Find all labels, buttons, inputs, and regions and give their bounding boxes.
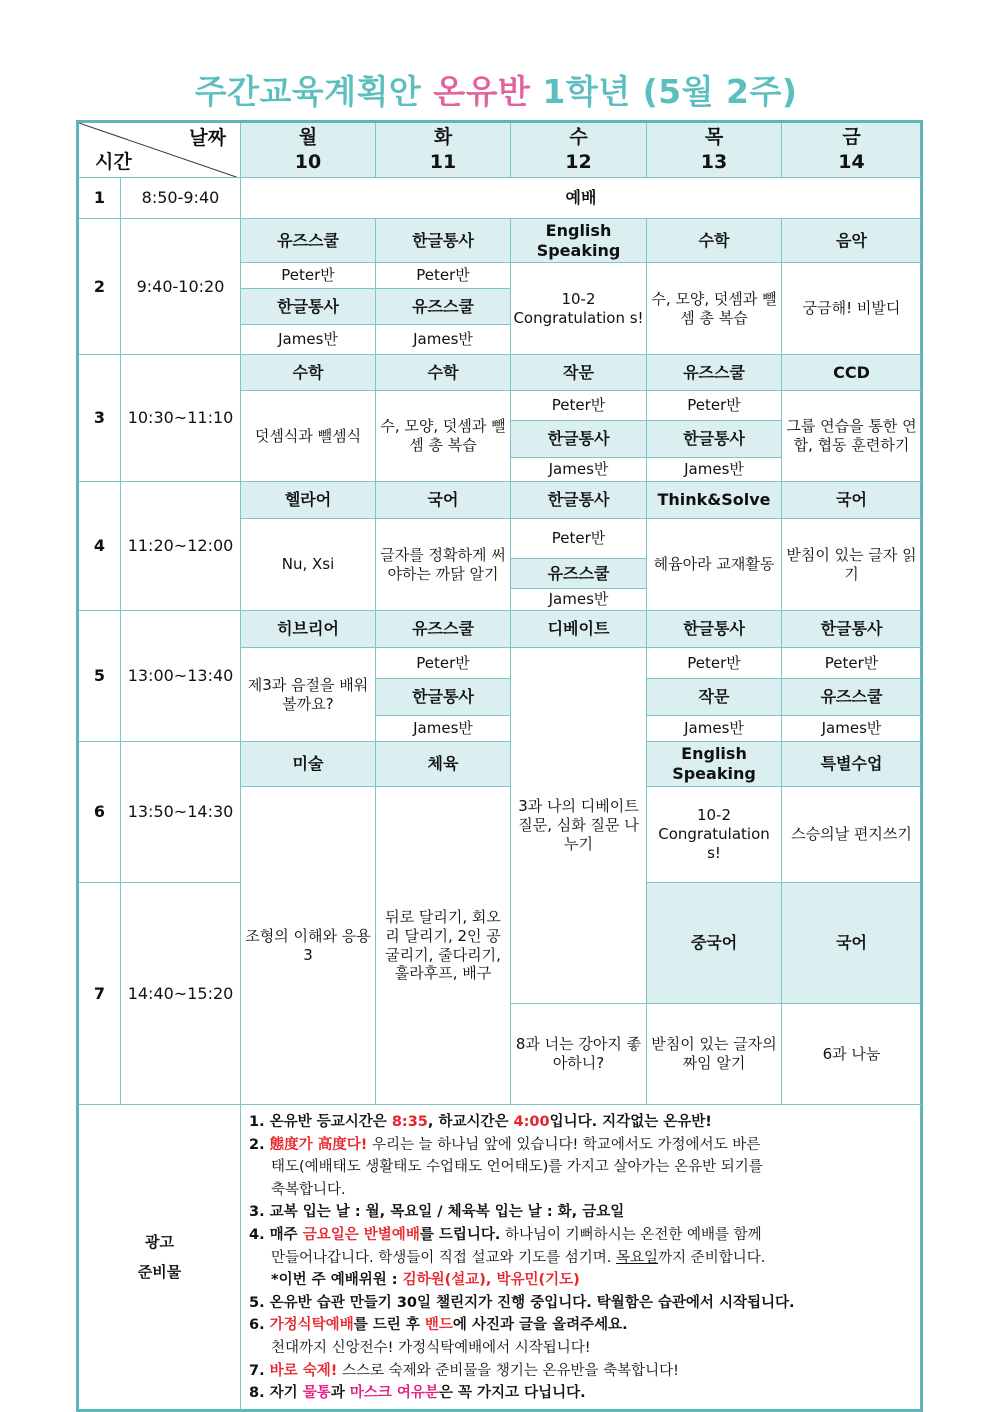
period-number: 3 [78,355,121,482]
class-cell: James반 [376,716,511,742]
class-cell: Peter반 [647,648,782,679]
header-day-wed: 수 12 [511,122,647,178]
class-cell: James반 [511,458,647,482]
period-number: 5 [78,611,121,742]
worship-cell: 예배 [241,178,922,219]
class-cell: Peter반 [511,391,647,421]
class-cell: Peter반 [511,519,647,559]
subject-cell: 유즈스쿨 [376,289,511,325]
period-time: 14:40~15:20 [121,883,241,1105]
page-title [0,66,992,113]
subject-cell: 유즈스쿨 [511,559,647,589]
class-cell: James반 [647,458,782,482]
subject-cell: 미술 [241,742,376,787]
subject-cell: 한글통사 [376,219,511,263]
subject-cell: 국어 [782,482,922,519]
subject-cell: 중국어 [647,883,782,1004]
weekly-schedule-table [76,120,923,1412]
class-cell: Peter반 [376,263,511,289]
lesson-desc: 10-2 Congratulation s! [511,263,647,355]
subject-cell: 국어 [376,482,511,519]
class-cell: Peter반 [376,648,511,679]
period-number: 4 [78,482,121,611]
lesson-desc: 수, 모양, 덧셈과 뺄셈 총 복습 [647,263,782,355]
subject-cell: 한글통사 [782,611,922,648]
note-item-cont: *이번 주 예배위원 : 김하원(설교), 박유민(기도) [271,1272,580,1289]
subject-cell: 한글통사 [511,421,647,458]
class-cell: James반 [376,325,511,355]
header-corner [78,122,241,178]
lesson-desc: 6과 나눔 [782,1004,922,1105]
lesson-desc: 3과 나의 디베이트 질문, 심화 질문 나누기 [511,648,647,1004]
period-time: 9:40-10:20 [121,219,241,355]
note-item: 5. 온유반 습관 만들기 30일 챌린지가 진행 중입니다. 탁월함은 습관에서 시작됩니다. [249,1294,795,1311]
lesson-desc: 헤윰아라 교재활동 [647,519,782,611]
period-time: 11:20~12:00 [121,482,241,611]
subject-cell: English Speaking [511,219,647,263]
class-cell: Peter반 [782,648,922,679]
class-cell: James반 [241,325,376,355]
subject-cell: 유즈스쿨 [241,219,376,263]
corner-time-label: 시간 [95,151,132,174]
note-item-cont: 축복합니다. [271,1181,346,1198]
subject-cell: 한글통사 [376,679,511,716]
class-cell: James반 [511,589,647,611]
subject-cell: 히브리어 [241,611,376,648]
note-item: 7. 바로 숙제! 스스로 숙제와 준비물을 챙기는 온유반을 축복합니다! [249,1362,679,1379]
lesson-desc: 10-2 Congratulation s! [647,787,782,883]
period-number: 6 [78,742,121,883]
notes-panel [241,1105,922,1411]
header-day-fri: 금 14 [782,122,922,178]
lesson-desc: 스승의날 편지쓰기 [782,787,922,883]
subject-cell: 음악 [782,219,922,263]
class-cell: Peter반 [647,391,782,421]
note-item: 1. 온유반 등교시간은 8:35, 하교시간은 4:00입니다. 지각없는 온유반! [249,1114,712,1130]
lesson-desc: 조형의 이해와 응용3 [241,787,376,1105]
subject-cell: 작문 [511,355,647,391]
period-number: 7 [78,883,121,1105]
note-item-cont: 만들어나갑니다. 학생들이 직접 설교와 기도를 섬기며. 목요일까지 준비합니다. [271,1249,766,1266]
period-time: 10:30~11:10 [121,355,241,482]
lesson-desc: 궁금해! 비발디 [782,263,922,355]
subject-cell: 유즈스쿨 [782,679,922,716]
header-day-tue: 화 11 [376,122,511,178]
subject-cell: 한글통사 [647,611,782,648]
note-item: 6. 가정식탁예배를 드린 후 밴드에 사진과 글을 올려주세요. [249,1317,628,1334]
subject-cell: 수학 [241,355,376,391]
subject-cell: 수학 [647,219,782,263]
subject-cell: 국어 [782,883,922,1004]
subject-cell: Think&Solve [647,482,782,519]
period-number: 2 [78,219,121,355]
lesson-desc: 받침이 있는 글자의 짜임 알기 [647,1004,782,1105]
class-cell: Peter반 [241,263,376,289]
subject-cell: 헬라어 [241,482,376,519]
subject-cell: 디베이트 [511,611,647,648]
note-item: 2. 態度가 高度다! 우리는 늘 하나님 앞에 있습니다! 학교에서도 가정에서도 바른 [249,1136,761,1153]
subject-cell: 한글통사 [241,289,376,325]
lesson-desc: Nu, Xsi [241,519,376,611]
class-cell: James반 [782,716,922,742]
lesson-desc: 제3과 음절을 배워 볼까요? [241,648,376,742]
subject-cell: 한글통사 [647,421,782,458]
subject-cell: 특별수업 [782,742,922,787]
note-item-cont: 태도(예배태도 생활태도 수업태도 언어태도)를 가지고 살아가는 온유반 되기를 [271,1159,763,1176]
notes-label: 광고 준비물 [78,1105,241,1411]
note-item: 8. 자기 물통과 마스크 여유분은 꼭 가지고 다닙니다. [249,1385,586,1402]
period-time: 13:50~14:30 [121,742,241,883]
subject-cell: 유즈스쿨 [376,611,511,648]
subject-cell: 체육 [376,742,511,787]
title-class: 온유반 [433,72,531,111]
period-number: 1 [78,178,121,219]
period-time: 8:50-9:40 [121,178,241,219]
subject-cell: 수학 [376,355,511,391]
corner-date-label: 날짜 [189,127,226,149]
subject-cell: 유즈스쿨 [647,355,782,391]
lesson-desc: 수, 모양, 덧셈과 뺄셈 총 복습 [376,391,511,482]
lesson-desc: 받침이 있는 글자 읽기 [782,519,922,611]
note-item: 3. 교복 입는 날 : 월, 목요일 / 체육복 입는 날 : 화, 금요일 [249,1204,625,1221]
subject-cell: 작문 [647,679,782,716]
lesson-desc: 글자를 정확하게 써야하는 까닭 알기 [376,519,511,611]
subject-cell: 한글통사 [511,482,647,519]
title-main: 주간교육계획안 [194,72,422,111]
lesson-desc: 뒤로 달리기, 회오리 달리기, 2인 공굴리기, 줄다리기, 훌라후프, 배구 [376,787,511,1105]
header-day-thu: 목 13 [647,122,782,178]
note-item: 4. 매주 금요일은 반별예배를 드립니다. 하나님이 기뻐하시는 온전한 예배를 함께 [249,1226,762,1243]
note-item-cont: 천대까지 신앙전수! 가정식탁예배에서 시작됩니다! [271,1339,591,1356]
lesson-desc: 8과 너는 강아지 좋아하니? [511,1004,647,1105]
lesson-desc: 덧셈식과 뺄셈식 [241,391,376,482]
subject-cell: English Speaking [647,742,782,787]
class-cell: James반 [647,716,782,742]
subject-cell: CCD [782,355,922,391]
period-time: 13:00~13:40 [121,611,241,742]
lesson-desc: 그룹 연습을 통한 연합, 협동 훈련하기 [782,391,922,482]
title-grade-week: 1학년 (5월 2주) [542,72,798,111]
header-day-mon: 월 10 [241,122,376,178]
